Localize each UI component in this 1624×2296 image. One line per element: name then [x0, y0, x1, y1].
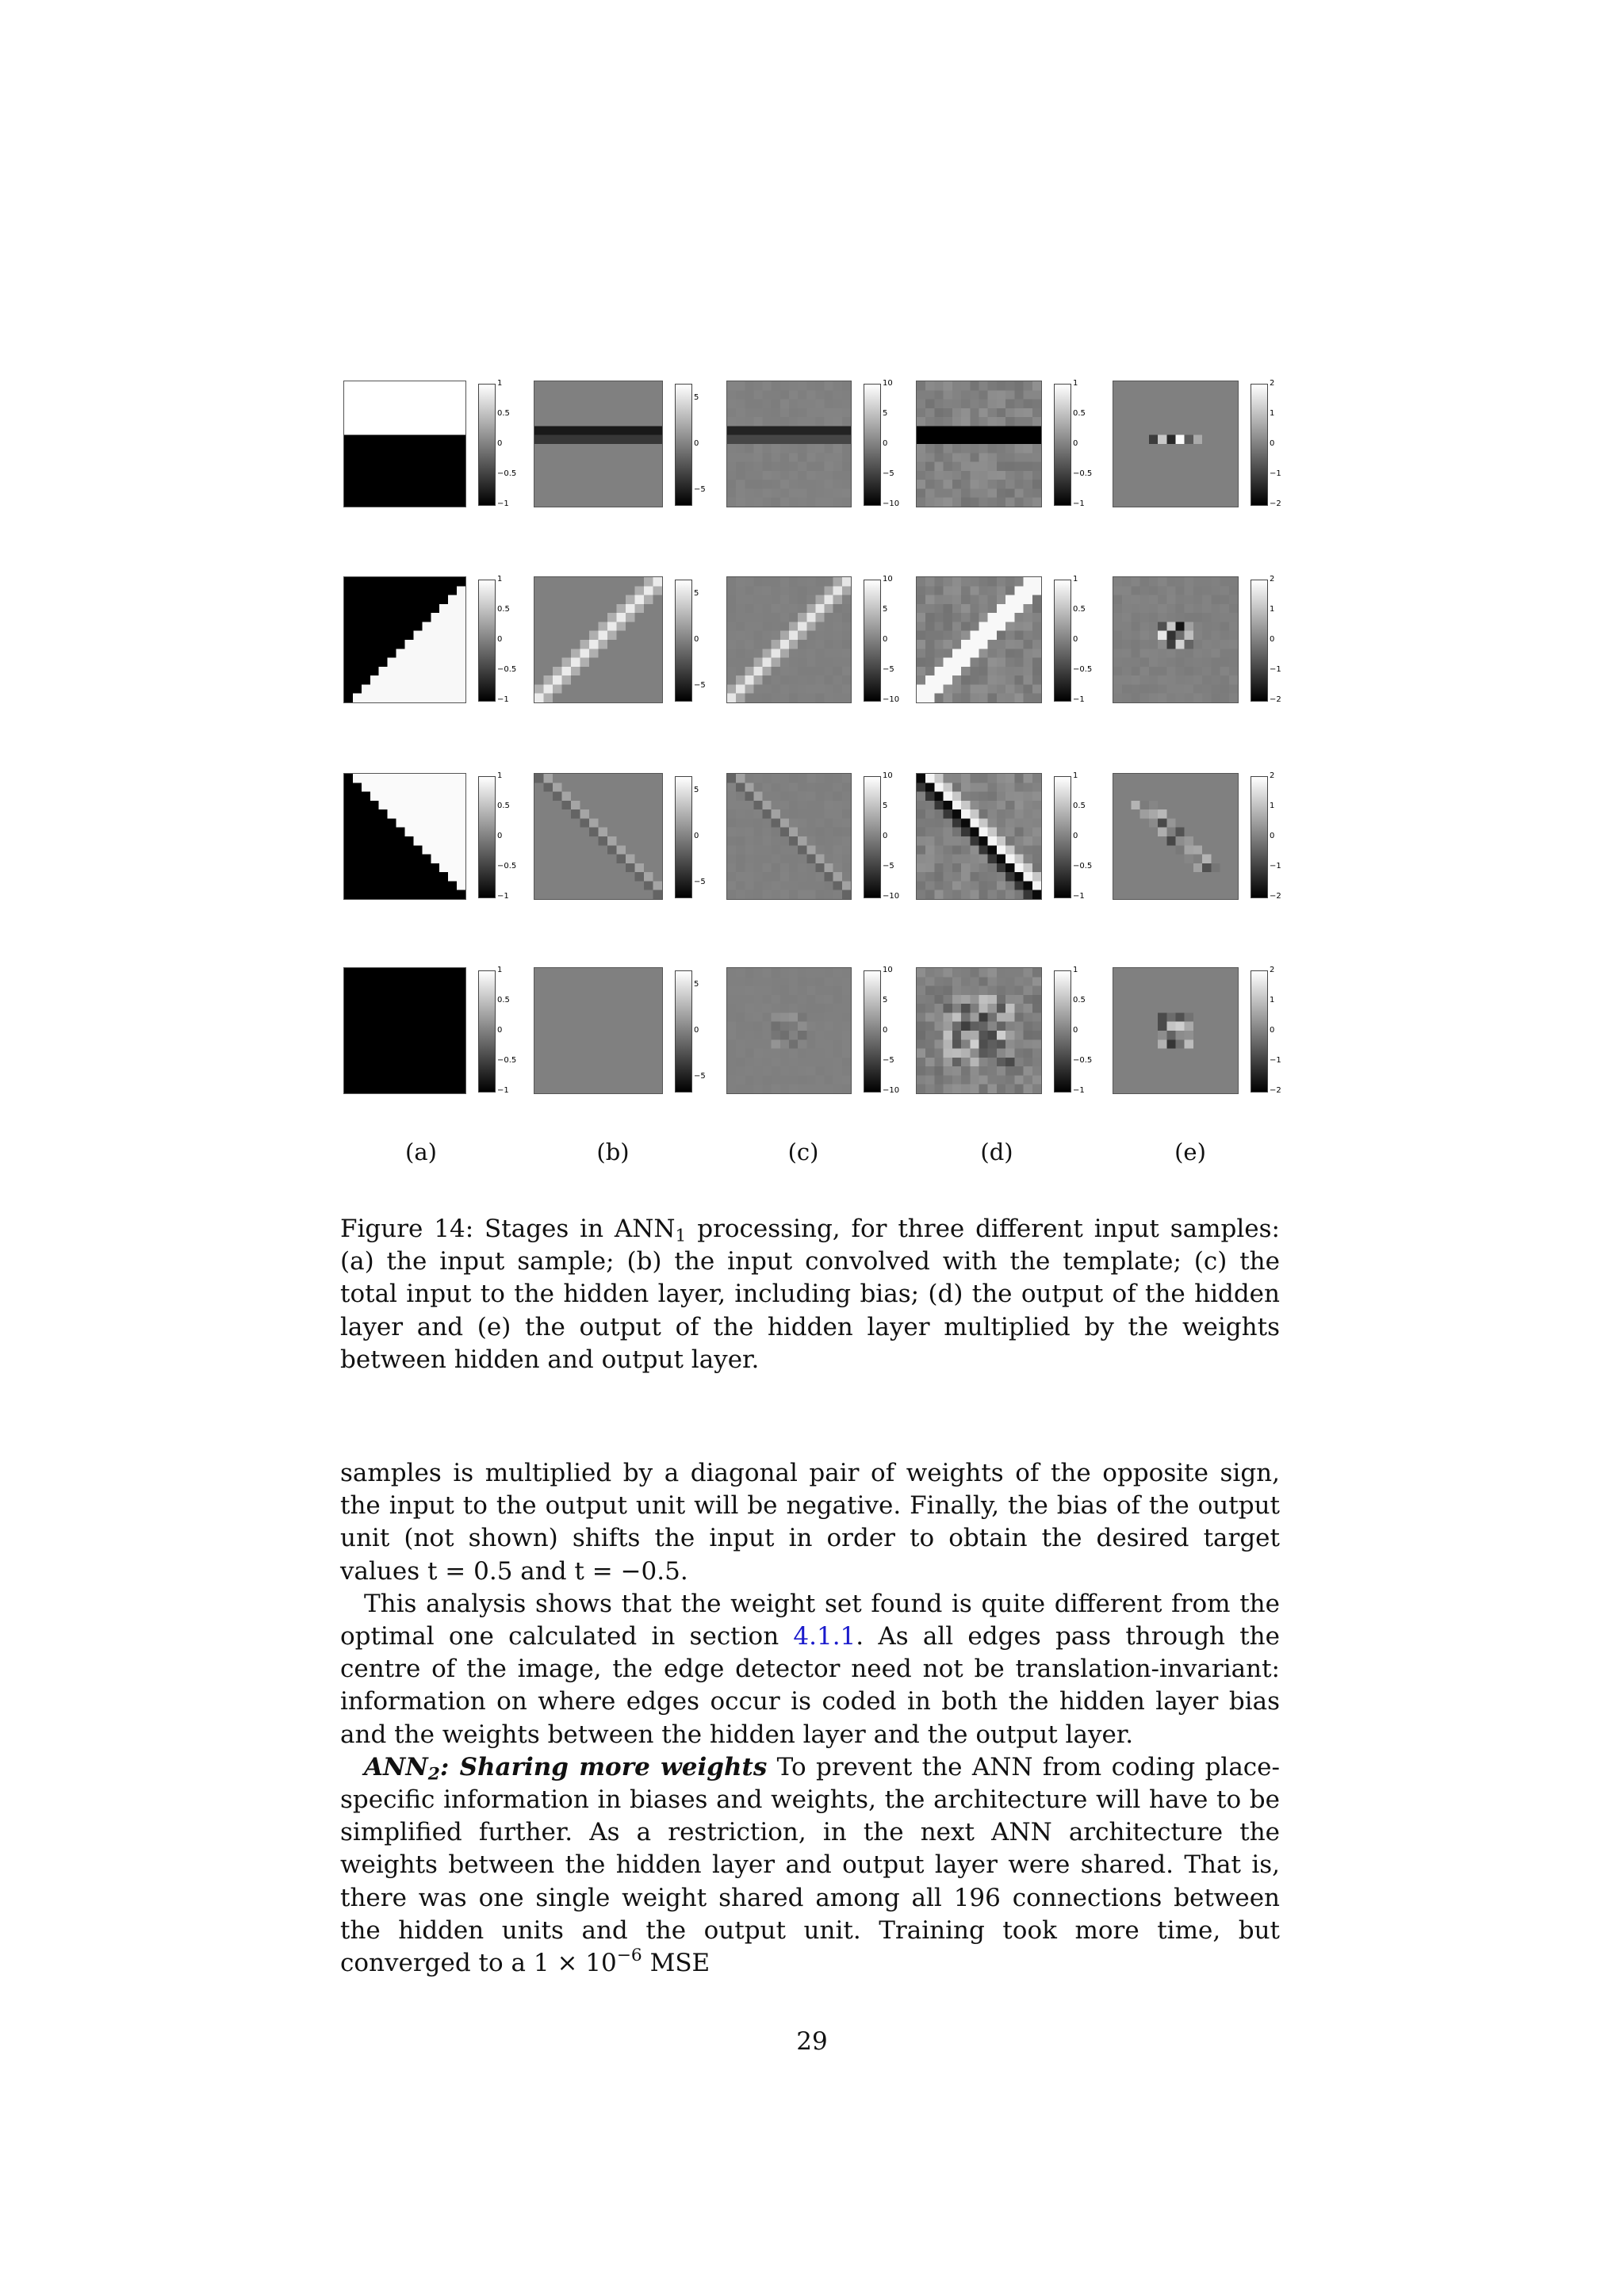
colorbar-tick: −1 [1270, 1056, 1281, 1065]
colorbar-tick: −5 [694, 484, 706, 494]
body-text [340, 1457, 1280, 1980]
colorbar-tick: −2 [1270, 892, 1281, 901]
colorbar-row4-col3 [864, 970, 881, 1093]
colorbar-row1-col2 [675, 384, 692, 506]
panel-row2-col2 [534, 576, 663, 703]
colorbar-tick: 0 [694, 635, 699, 644]
colorbar-tick: −5 [694, 680, 706, 690]
colorbar-row3-col5 [1251, 776, 1268, 898]
colorbar-tick: 0.5 [497, 996, 510, 1004]
colorbar-tick: 5 [694, 786, 699, 795]
subfigure-label-b: (b) [596, 1138, 630, 1165]
colorbar-tick: 0 [694, 832, 699, 840]
paragraph-2 [340, 1588, 1280, 1751]
panel-row1-col4 [916, 381, 1042, 507]
heading-sub: 2 [427, 1764, 440, 1785]
colorbar-tick: −0.5 [1073, 1056, 1093, 1065]
colorbar-row1-col3 [864, 384, 881, 506]
colorbar-tick: 0.5 [497, 802, 510, 810]
caption-lead: Figure 14: Stages in ANN [340, 1215, 676, 1243]
colorbar-tick: −0.5 [497, 1056, 517, 1065]
colorbar-tick: 5 [694, 589, 699, 599]
colorbar-row3-col2 [675, 776, 692, 898]
colorbar-tick: 1 [1270, 409, 1275, 418]
colorbar-tick: 0 [1073, 832, 1078, 840]
colorbar-row1-col5 [1251, 384, 1268, 506]
colorbar-tick: 10 [883, 379, 893, 388]
colorbar-row3-col3 [864, 776, 881, 898]
panel-row2-col4 [916, 576, 1042, 703]
subfigure-label-c: (c) [787, 1138, 819, 1165]
colorbar-tick: 0 [1270, 832, 1275, 840]
colorbar-tick: 0 [497, 1026, 503, 1035]
colorbar-tick: −1 [1270, 665, 1281, 674]
colorbar-row2-col1 [478, 580, 496, 702]
heading-ann: ANN [364, 1752, 428, 1781]
colorbar-tick: −0.5 [497, 862, 517, 871]
colorbar-tick: 0 [1270, 1026, 1275, 1035]
colorbar-tick: −0.5 [497, 665, 517, 674]
colorbar-tick: 1 [497, 771, 503, 780]
colorbar-tick: −5 [883, 1056, 894, 1065]
colorbar-tick: 10 [883, 966, 893, 974]
colorbar-tick: −10 [883, 499, 900, 508]
subfigure-label-d: (d) [980, 1138, 1013, 1165]
colorbar-tick: −1 [1270, 862, 1281, 871]
paragraph-2-end: . As all edges pass through the centre of the image, the edge detector need not be translation-invariant: information on where edges occur is coded in both the hidden layer bias and the weights between the hidden layer and the output layer. [340, 1622, 1280, 1749]
colorbar-tick: 10 [883, 771, 893, 780]
colorbar-tick: 1 [497, 575, 503, 584]
colorbar-tick: 0 [497, 439, 503, 448]
paragraph-2-start: This analysis shows that the weight set found is quite different from the optimal one calculated in section [340, 1589, 1280, 1651]
colorbar-tick: −0.5 [1073, 665, 1093, 674]
colorbar-row1-col1 [478, 384, 496, 506]
colorbar-tick: −5 [883, 862, 894, 871]
panel-row4-col4 [916, 967, 1042, 1094]
colorbar-row4-col1 [478, 970, 496, 1093]
colorbar-tick: 1 [1073, 771, 1078, 780]
colorbar-tick: 2 [1270, 575, 1275, 584]
colorbar-row2-col3 [864, 580, 881, 702]
colorbar-tick: 0 [883, 439, 888, 448]
colorbar-tick: 2 [1270, 379, 1275, 388]
colorbar-tick: 2 [1270, 966, 1275, 974]
colorbar-row4-col4 [1054, 970, 1071, 1093]
colorbar-tick: −2 [1270, 1086, 1281, 1095]
colorbar-tick: 0 [694, 1026, 699, 1035]
colorbar-tick: 0 [883, 635, 888, 644]
colorbar-row4-col2 [675, 970, 692, 1093]
colorbar-row1-col4 [1054, 384, 1071, 506]
colorbar-tick: 1 [1270, 605, 1275, 614]
figure-caption [340, 1213, 1280, 1376]
colorbar-tick: 0.5 [497, 409, 510, 418]
colorbar-tick: 5 [883, 802, 888, 810]
panel-row2-col1 [343, 576, 466, 703]
panel-row4-col3 [726, 967, 852, 1094]
colorbar-tick: −1 [1073, 1086, 1085, 1095]
colorbar-tick: −1 [497, 499, 509, 508]
colorbar-tick: −1 [497, 695, 509, 704]
panel-row1-col1 [343, 381, 466, 507]
colorbar-tick: 1 [1073, 575, 1078, 584]
colorbar-tick: −0.5 [497, 469, 517, 478]
colorbar-tick: 0 [883, 832, 888, 840]
panel-row4-col1 [343, 967, 466, 1094]
colorbar-tick: −2 [1270, 695, 1281, 704]
colorbar-tick: −5 [694, 877, 706, 886]
caption-text: processing, for three different input samples: (a) the input sample; (b) the input convolved with the template; (c) the total input to the hidden layer, including bias; (d) the output of the hidden layer and (e) the output of the hidden layer multiplied by the weights between hidden and output layer. [340, 1215, 1280, 1374]
panel-row2-col3 [726, 576, 852, 703]
colorbar-tick: −1 [1270, 469, 1281, 478]
colorbar-tick: 0 [694, 439, 699, 448]
colorbar-tick: −1 [497, 892, 509, 901]
paragraph-3-text: To prevent the ANN from coding place-specific information in biases and weights, the architecture will have to be simplified further. As a restriction, in the next ANN architecture the weights between the hidden layer and output layer were shared. That is, there was one single weight shared among all 196 connections between the hidden units and the output unit. Training took more time, but converged to a 1 × 10 [340, 1752, 1280, 1978]
colorbar-tick: −1 [1073, 695, 1085, 704]
panel-row2-col5 [1113, 576, 1239, 703]
colorbar-tick: −1 [1073, 499, 1085, 508]
colorbar-tick: 2 [1270, 771, 1275, 780]
colorbar-tick: −5 [883, 665, 894, 674]
colorbar-tick: −10 [883, 695, 900, 704]
page-number: 29 [796, 2027, 828, 2056]
colorbar-row2-col5 [1251, 580, 1268, 702]
colorbar-row2-col2 [675, 580, 692, 702]
colorbar-tick: −10 [883, 1086, 900, 1095]
colorbar-tick: 10 [883, 575, 893, 584]
panel-row3-col5 [1113, 773, 1239, 900]
colorbar-tick: 5 [694, 980, 699, 989]
section-link[interactable]: 4.1.1 [793, 1622, 856, 1651]
colorbar-tick: 1 [1270, 802, 1275, 810]
colorbar-row3-col4 [1054, 776, 1071, 898]
colorbar-tick: −0.5 [1073, 469, 1093, 478]
paragraph-3-heading [364, 1752, 768, 1785]
colorbar-tick: 5 [883, 409, 888, 418]
panel-row3-col1 [343, 773, 466, 900]
colorbar-tick: −5 [694, 1071, 706, 1081]
subfigure-label-a: (a) [405, 1138, 437, 1165]
colorbar-tick: 0 [1073, 1026, 1078, 1035]
colorbar-tick: 5 [694, 393, 699, 403]
panel-row1-col5 [1113, 381, 1239, 507]
colorbar-tick: 5 [883, 996, 888, 1004]
colorbar-tick: 0.5 [497, 605, 510, 614]
colorbar-tick: −10 [883, 892, 900, 901]
colorbar-tick: 0.5 [1073, 605, 1086, 614]
colorbar-tick: 0 [883, 1026, 888, 1035]
panel-row3-col4 [916, 773, 1042, 900]
colorbar-tick: 0 [497, 635, 503, 644]
panel-row1-col3 [726, 381, 852, 507]
panel-row4-col2 [534, 967, 663, 1094]
colorbar-tick: 0 [1270, 439, 1275, 448]
paragraph-1: samples is multiplied by a diagonal pair of weights of the opposite sign, the input to the output unit will be negative. Finally, the bias of the output unit (not shown) shifts the input in order to obtain the desired target values t = 0.5 and t = −0.5. [340, 1459, 1280, 1586]
colorbar-row2-col4 [1054, 580, 1071, 702]
subfigure-label-e: (e) [1174, 1138, 1206, 1165]
colorbar-tick: 0 [497, 832, 503, 840]
colorbar-tick: −2 [1270, 499, 1281, 508]
panel-row3-col2 [534, 773, 663, 900]
exponent: −6 [616, 1946, 642, 1966]
colorbar-tick: −0.5 [1073, 862, 1093, 871]
panel-row4-col5 [1113, 967, 1239, 1094]
colorbar-tick: 0 [1073, 439, 1078, 448]
colorbar-tick: 1 [1270, 996, 1275, 1004]
colorbar-tick: 1 [497, 966, 503, 974]
colorbar-tick: 5 [883, 605, 888, 614]
colorbar-tick: 0 [1270, 635, 1275, 644]
colorbar-tick: 0.5 [1073, 802, 1086, 810]
colorbar-tick: 1 [1073, 379, 1078, 388]
colorbar-tick: 1 [497, 379, 503, 388]
panel-row1-col2 [534, 381, 663, 507]
colorbar-tick: −1 [1073, 892, 1085, 901]
panel-row3-col3 [726, 773, 852, 900]
colorbar-row4-col5 [1251, 970, 1268, 1093]
colorbar-row3-col1 [478, 776, 496, 898]
paragraph-3 [340, 1751, 1280, 1980]
colorbar-tick: 0.5 [1073, 409, 1086, 418]
colorbar-tick: −1 [497, 1086, 509, 1095]
heading-rest: : Sharing more weights [439, 1752, 768, 1781]
caption-sub: 1 [675, 1226, 687, 1246]
colorbar-tick: 0.5 [1073, 996, 1086, 1004]
colorbar-tick: 0 [1073, 635, 1078, 644]
colorbar-tick: −5 [883, 469, 894, 478]
paragraph-3-end: MSE [642, 1949, 710, 1978]
colorbar-tick: 1 [1073, 966, 1078, 974]
